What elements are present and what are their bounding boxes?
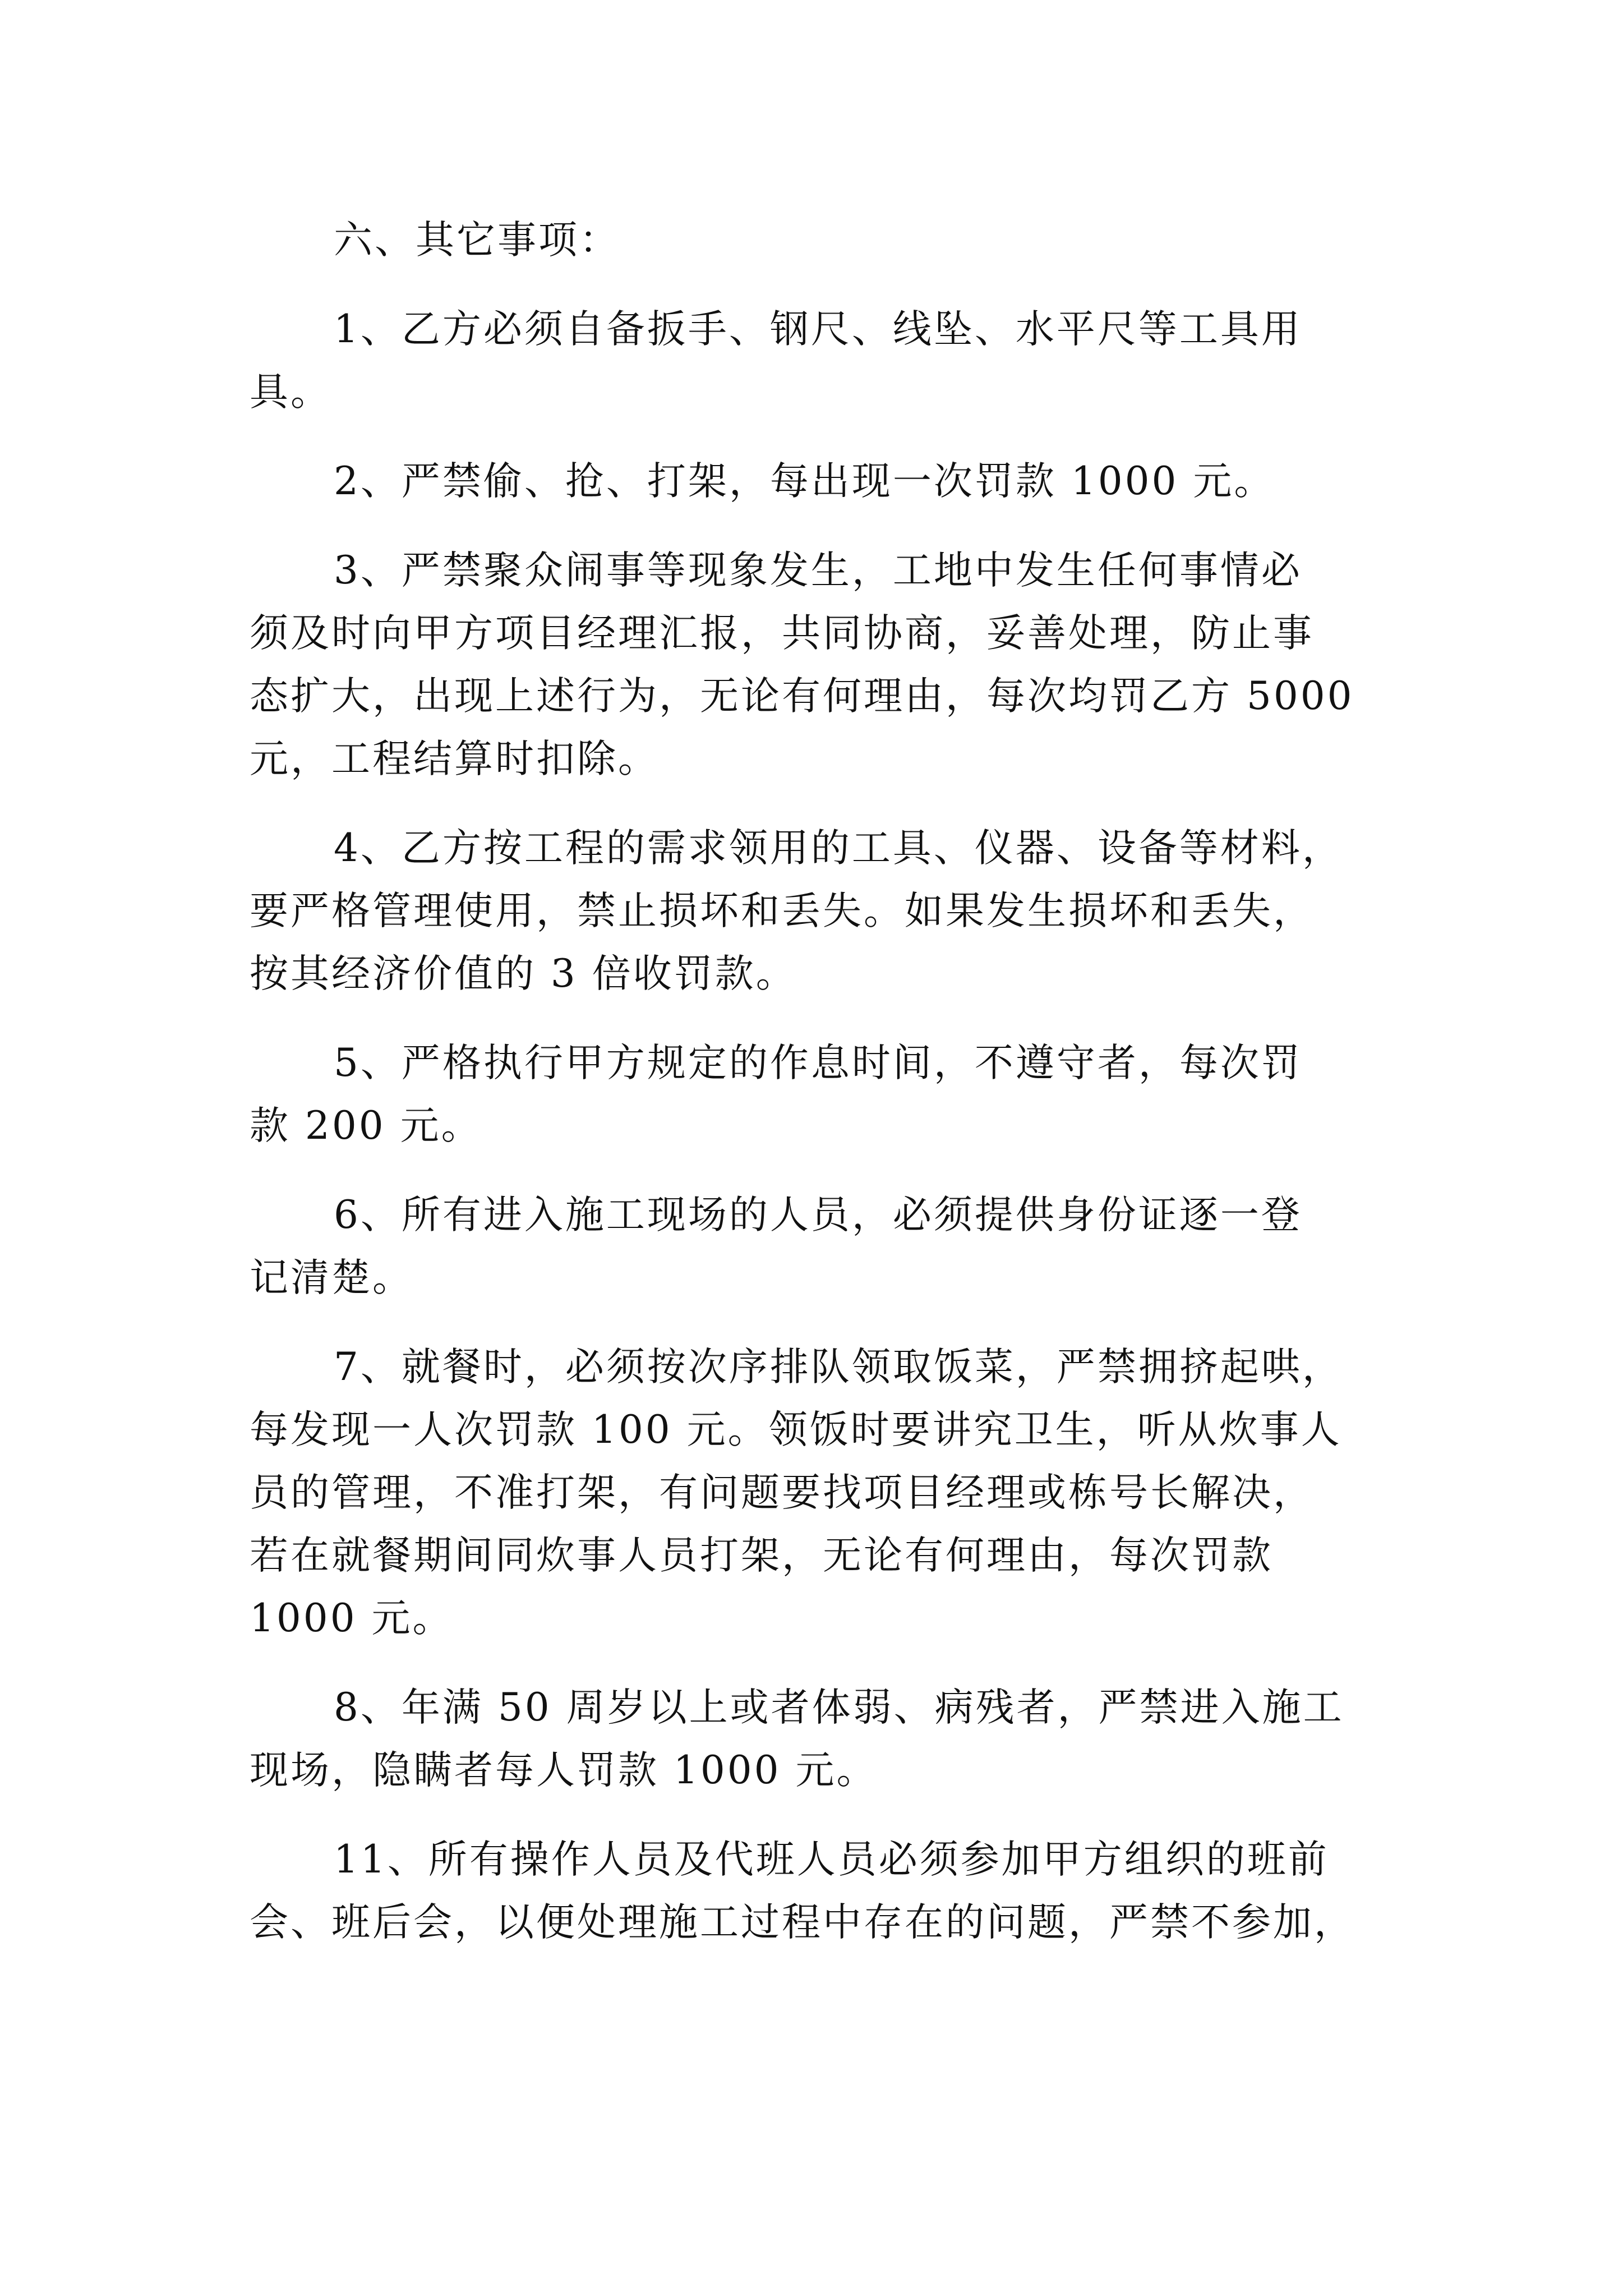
paragraph-line: 具。: [250, 370, 331, 415]
paragraph-line: 1、乙方必须自备扳手、钢尺、线坠、水平尺等工具用: [334, 307, 1302, 352]
paragraph-line: 态扩大，出现上述行为，无论有何理由，每次均罚乙方 5000: [250, 674, 1354, 719]
paragraph-line: 款 200 元。: [250, 1103, 482, 1148]
section-heading: 六、其它事项：: [334, 218, 620, 263]
paragraph-line: 11、所有操作人员及代班人员必须参加甲方组织的班前: [334, 1837, 1329, 1882]
paragraph-line: 要严格管理使用，禁止损坏和丢失。如果发生损坏和丢失，: [250, 889, 1314, 933]
paragraph-line: 现场，隐瞒者每人罚款 1000 元。: [250, 1748, 878, 1793]
paragraph-line: 8、年满 50 周岁以上或者体弱、病残者，严禁进入施工: [334, 1685, 1344, 1730]
paragraph-line: 须及时向甲方项目经理汇报，共同协商，妥善处理，防止事: [250, 611, 1314, 656]
paragraph-line: 每发现一人次罚款 100 元。领饭时要讲究卫生，听从炊事人: [250, 1407, 1342, 1452]
paragraph-line: 记清楚。: [250, 1255, 413, 1300]
paragraph-line: 会、班后会，以便处理施工过程中存在的问题，严禁不参加，: [250, 1900, 1355, 1945]
document-body: [250, 209, 1377, 1954]
paragraph-line: 5、严格执行甲方规定的作息时间，不遵守者，每次罚: [334, 1041, 1302, 1085]
paragraph-line: 4、乙方按工程的需求领用的工具、仪器、设备等材料，: [334, 826, 1343, 871]
paragraph-line: 6、所有进入施工现场的人员，必须提供身份证逐一登: [334, 1193, 1302, 1237]
paragraph-line: 元，工程结算时扣除。: [250, 737, 659, 781]
paragraph-line: 若在就餐期间同炊事人员打架，无论有何理由，每次罚款: [250, 1533, 1273, 1578]
paragraph-line: 员的管理，不准打架，有问题要找项目经理或栋号长解决，: [250, 1470, 1314, 1515]
paragraph-line: 按其经济价值的 3 倍收罚款。: [250, 951, 797, 996]
paragraph-line: 3、严禁聚众闹事等现象发生，工地中发生任何事情必: [334, 548, 1302, 593]
paragraph-line: 1000 元。: [250, 1596, 454, 1641]
paragraph-line: 2、严禁偷、抢、打架，每出现一次罚款 1000 元。: [334, 459, 1275, 504]
paragraph-line: 7、就餐时，必须按次序排队领取饭菜，严禁拥挤起哄，: [334, 1345, 1343, 1389]
